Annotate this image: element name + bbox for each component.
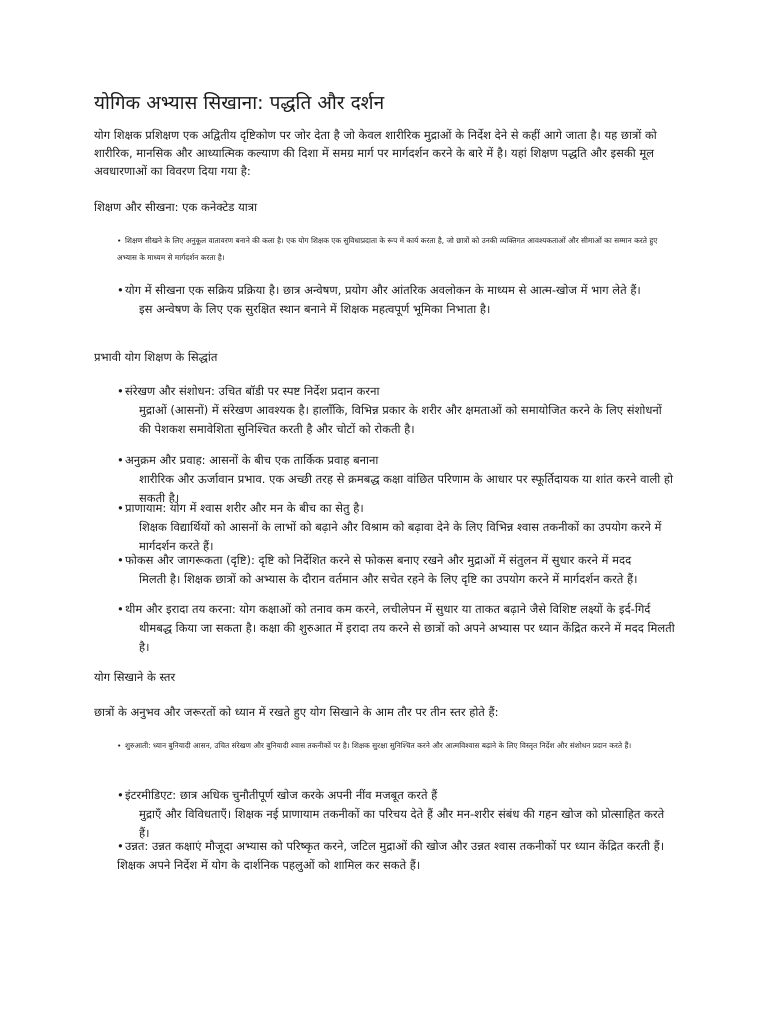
list-item: •प्राणायाम: योग में श्वास शरीर और मन के बीच का सेतु है। शिक्षक विद्यार्थियों को आसनों के लाभों को बढ़ाने और विश्राम को बढ़ावा देने के लिए विभिन्न श्वास तकनीकों का उपयोग करने में मार्गदर्शन करते हैं। [117, 501, 662, 553]
bullet-icon: • [117, 602, 124, 616]
bullet-icon: • [117, 788, 124, 802]
levels-intro: छात्रों के अनुभव और जरूरतों को ध्यान में रखते हुए योग सिखाने के आम तौर पर तीन स्तर होते हैं: [94, 705, 499, 719]
bullet-icon: • [117, 236, 122, 245]
page-title: योगिक अभ्यास सिखाना: पद्धति और दर्शन [94, 92, 385, 114]
bullet-icon: • [117, 741, 122, 750]
bullet-icon: • [117, 839, 124, 853]
list-item: •फोकस और जागरूकता (दृष्टि): दृष्टि को निर्देशित करने से फोकस बनाए रखने और मुद्राओं में संतुलन में सुधार करने में मदद मिलती है। शिक्षक छात्रों को अभ्यास के दौरान वर्तमान और सचेत रहने के लिए दृष्टि का उपयोग करने में मार्गदर्शन करते हैं। [117, 553, 638, 586]
bullet-icon: • [117, 501, 124, 515]
list-item: •योग में सीखना एक सक्रिय प्रक्रिया है। छात्र अन्वेषण, प्रयोग और आंतरिक अवलोकन के माध्यम से आत्म-खोज में भाग लेते हैं। इस अन्वेषण के लिए एक सुरक्षित स्थान बनाने में शिक्षक महत्वपूर्ण भूमिका निभाता है। [117, 283, 641, 316]
list-item: •अनुक्रम और प्रवाह: आसनों के बीच एक तार्किक प्रवाह बनाना शारीरिक और ऊर्जावान प्रभाव. एक अच्छी तरह से क्रमबद्ध कक्षा वांछित परिणाम के आधार पर स्फूर्तिदायक या शांत करने वाली हो सकती है। [117, 453, 673, 505]
list-item: • शिक्षण सीखने के लिए अनुकूल वातावरण बनाने की कला है। एक योग शिक्षक एक सुविधाप्रदाता के रूप में कार्य करता है, जो छात्रों को उनकी व्यक्तिगत आवश्यकताओं और सीमाओं का सम्मान करते हुए अभ्यास के माध्यम से मार्गदर्शन करता है। [117, 232, 677, 266]
list-item: •इंटरमीडिएट: छात्र अधिक चुनौतीपूर्ण खोज करके अपनी नींव मजबूत करते हैं मुद्राएँ और विविधताएँ। शिक्षक नई प्राणायाम तकनीकों का परिचय देते हैं और मन-शरीर संबंध की गहन खोज को प्रोत्साहित करते हैं। [117, 788, 665, 840]
bullet-icon: • [117, 384, 124, 398]
list-item: •संरेखण और संशोधन: उचित बॉडी पर स्पष्ट निर्देश प्रदान करना मुद्राओं (आसनों) में संरेखण आवश्यक है। हालाँकि, विभिन्न प्रकार के शरीर और क्षमताओं को समायोजित करने के लिए संशोधनों की पेशकश समावेशिता सुनिश्चित करती है और चोटों को रोकती है। [117, 384, 662, 436]
bullet-icon: • [117, 553, 124, 567]
section-heading-teaching-learning: शिक्षण और सीखना: एक कनेक्टेड यात्रा [94, 200, 258, 214]
section-heading-levels: योग सिखाने के स्तर [94, 670, 176, 684]
section-heading-principles: प्रभावी योग शिक्षण के सिद्धांत [94, 350, 218, 364]
bullet-icon: • [117, 453, 124, 467]
intro-paragraph: योग शिक्षक प्रशिक्षण एक अद्वितीय दृष्टिकोण पर जोर देता है जो केवल शारीरिक मुद्राओं के निर्देश देने से कहीं आगे जाता है। यह छात्रों को शारीरिक, मानसिक और आध्यात्मिक कल्याण की दिशा में समग्र मार्ग पर मार्गदर्शन करने के बारे में है। यहां शिक्षण पद्धति और इसकी मूल अवधारणाओं का विवरण दिया गया है: [94, 128, 657, 178]
list-item: •थीम और इरादा तय करना: योग कक्षाओं को तनाव कम करने, लचीलेपन में सुधार या ताकत बढ़ाने जैसे विशिष्ट लक्ष्यों के इर्द-गिर्द थीमबद्ध किया जा सकता है। कक्षा की शुरुआत में इरादा तय करने से छात्रों को अपने अभ्यास पर ध्यान केंद्रित करने में मदद मिलती है। [117, 602, 675, 654]
list-item: •उन्नत: उन्नत कक्षाएं मौजूदा अभ्यास को परिष्कृत करने, जटिल मुद्राओं की खोज और उन्नत श्वास तकनीकों पर ध्यान केंद्रित करती हैं। शिक्षक अपने निर्देश में योग के दार्शनिक पहलुओं को शामिल कर सकते हैं। [117, 839, 665, 872]
list-item: • शुरुआती: ध्यान बुनियादी आसन, उचित संरेखण और बुनियादी श्वास तकनीकों पर है। शिक्षक सुरक्षा सुनिश्चित करने और आत्मविश्वास बढ़ाने के लिए विस्तृत निर्देश और संशोधन प्रदान करते हैं। [117, 737, 677, 754]
bullet-icon: • [117, 283, 124, 297]
